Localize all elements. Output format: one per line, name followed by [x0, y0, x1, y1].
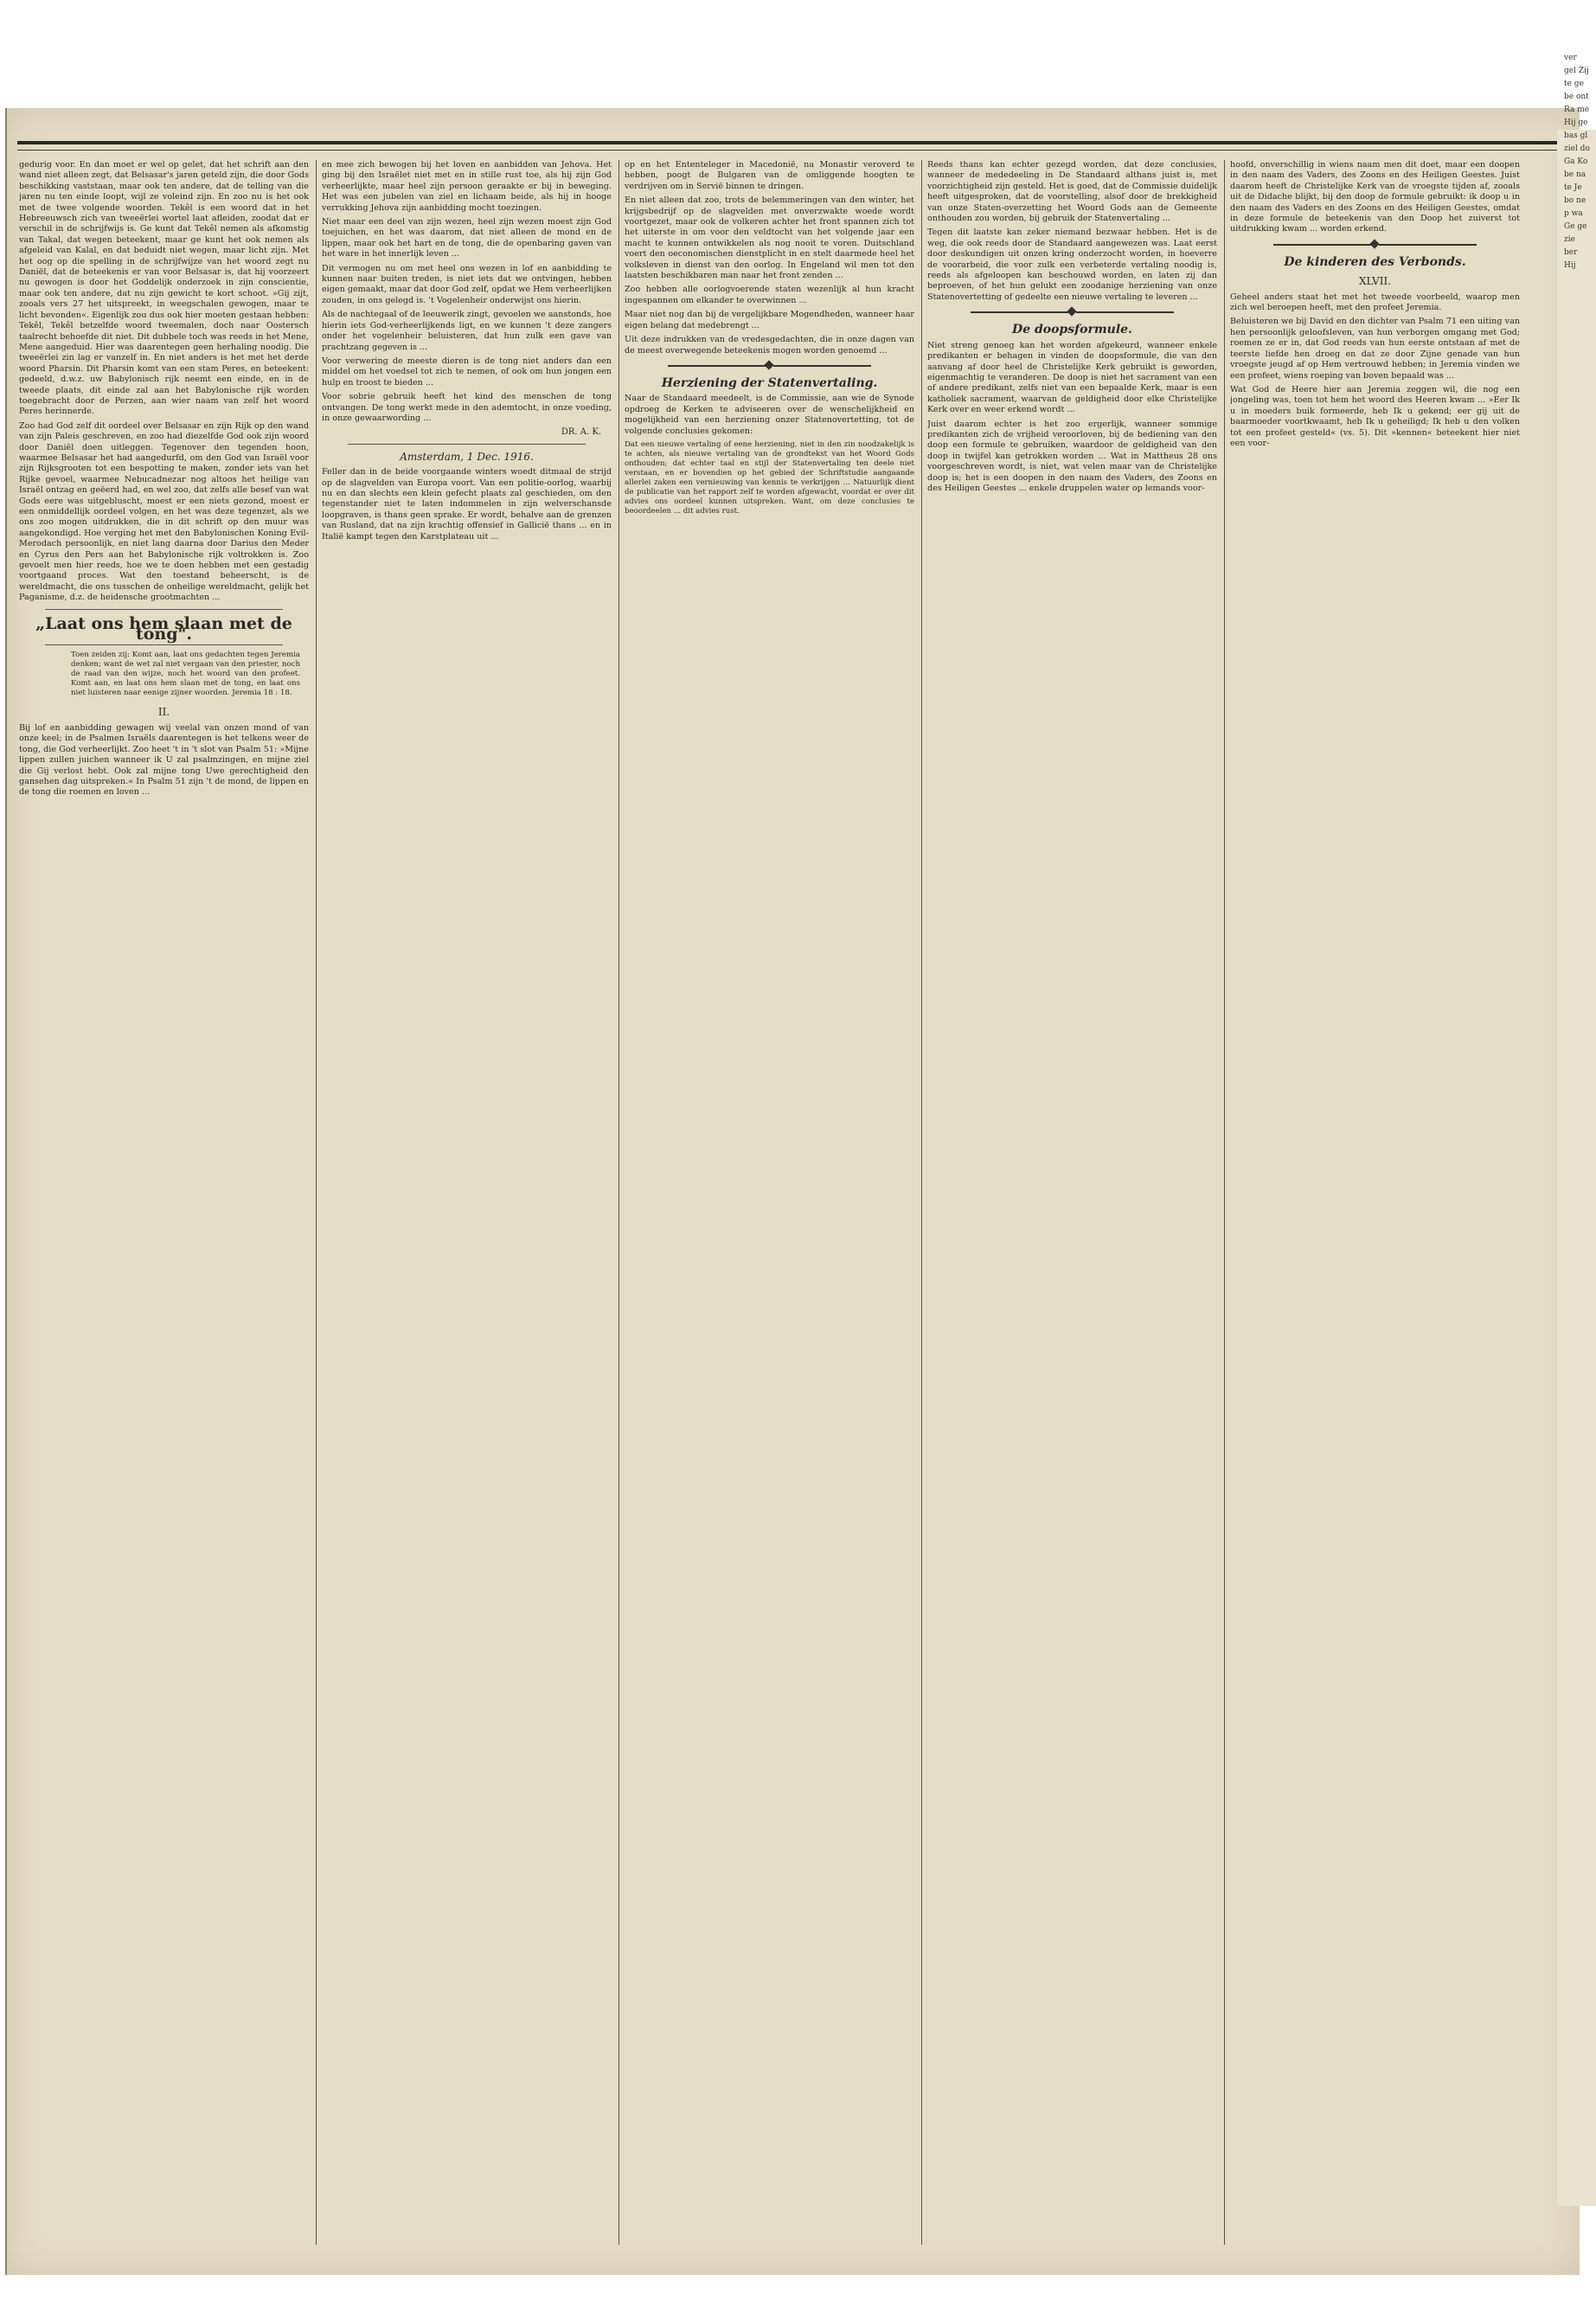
col5-paragraph-1: hoofd, onverschillig in wiens naam men dit doet, maar een doopen in den naam des Vaders, des Zoons en des Heiligen Geestes. Juist daarom heeft de Christelijke Kerk van de vroegste tijden af, zooals uit de Didache blijkt, bij den doop de formule gebruikt: ik doop u in den naam des Vaders en des Zoons en des Heiligen Geestes, omdat in deze formule de beteekenis van den Doop het zuiverst tot uitdrukking kwam ... worden erkend.: [1230, 160, 1520, 234]
top-rule: [17, 141, 1566, 144]
signature: DR. A. K.: [561, 427, 601, 438]
col3-paragraph-7: Dat een nieuwe vertaling of eene herziening, niet in den zin noodzakelijk is te achten, als nieuwe vertaling van de grondtekst van het Woord Gods onthouden; dat echter taal en stijl der Statenvertaling ten deele niet verstaan, en er bovendien op het gebied der Schriftstudie aangaande allerlei zaken een vernieuwing van kennis te verkrijgen ... Natuurlijk dient de publicatie van het rapport zelf te worden afgewacht, voordat er over dit advies ons oordeel kunnen uitspreken. Want, om deze conclusies te beoordeelen ... dit advies rust.: [625, 439, 914, 516]
col5-paragraph-3: Beluisteren we bij David en den dichter van Psalm 71 een uiting van hen persoonlijk geloofsleven, van hun verborgen omgang met God; roemen ze er in, dat God reeds van hun eerste ontstaan af met de teerste liefde hen droeg en dat ze door Zijne genade van hun vroegste jeugd af op Hem vertrouwd hebben; in Jeremia vinden we een profeet, wiens roeping van boven bepaald was ...: [1230, 317, 1520, 381]
section-heading: Herziening der Statenvertaling.: [661, 375, 878, 390]
col2-paragraph-3: Dit vermogen nu om met heel ons wezen in lof en aanbidding te kunnen naar buiten treden, is niet iets dat we ontvingen, hebben eigen gemaakt, maar dat door God zelf, opdat we Hem verheerlijken zouden, in ons gelegd is. 't Vogelenheir onderwijst ons hierin.: [322, 263, 612, 305]
ornament-divider: [1273, 240, 1477, 248]
col2-paragraph-1: en mee zich bewogen bij het loven en aanbidden van Jehova. Het ging bij den Israëlet niet met en in stille rust toe, als hij zijn God verheerlijkte, maar heel zijn persoon geraakte er bij in beweging. Het was een jubelen van ziel en lichaam beide, als hij in hooge verrukking Jehova zijn aanbidding mocht toezingen.: [322, 160, 612, 213]
col5-paragraph-2: Geheel anders staat het met het tweede voorbeeld, waarop men zich wel beroepen heeft, met den profeet Jeremia.: [1230, 292, 1520, 313]
divider: [348, 444, 586, 445]
col1-paragraph-2: Zoo had God zelf dit oordeel over Belsasar en zijn Rijk op den wand van zijn Paleis geschreven, en zoo had diezelfde God ook zijn woord door Daniël doen uitleggen. Tegenover den tegenden hoon, waarmee Belsasar het had aangedurfd, om den God van Israël voor zijn Rijksgrooten tot een bespotting te maken, zonder iets van het Rijke gevoel, waarmee Nebucadnezar nog altoos het heilige van Israël ontzag en geëerd had, en wel zoo, dat zelfs alle besef van wat Gods eere was uitgebluscht, moest er een niets gezond, moest er een onmiddellijk oordeel volgen, en het was deze tegenzet, als we ons zoo mogen uitdrukken, die in dit schrift op den muur was aangekondigd. Hoe verging het met den Babylonischen Koning Evil-Merodach persoonlijk, en niet lang daarna door Darius den Meder en Cyrus den Pers aan het Babylonische rijk voltrokken is. Zoo gevoelt men hier reeds, hoe we te doen hebben met een gestadig voortgaand proces. Wat den toestand beheerscht, is de wereldmacht, die ons tusschen de onheilige wereldmacht, gelijk het Paganisme, d.z. de heidensche grootmachten ...: [19, 420, 309, 603]
divider: [45, 644, 283, 645]
col2-paragraph-2: Niet maar een deel van zijn wezen, heel zijn wezen moest zijn God toejuichen, en het was daarom, dat niet alleen de mond en de lippen, maar ook het hart en de tong, die de openbaring gaven van het ware in het innerlijk leven ...: [322, 217, 612, 260]
col2-paragraph-7: Feller dan in de beide voorgaande winters woedt ditmaal de strijd op de slagvelden van Europa voort. Van een politie-oorlog, waarbij nu en dan slechts een klein gefecht plaats zal geschieden, om den tegenstander niet te laten indommelen in zijn welverschansde loopgraven, is thans geen sprake. Er wordt, behalve aan de grenzen van Rusland, dat na zijn krachtig offensief in Gallicië thans ... en in Italië kampt tegen den Karstplateau uit ...: [322, 467, 612, 542]
column-3: [625, 160, 914, 2245]
column-2: [322, 160, 612, 2245]
col2-paragraph-6: Voor sobrie gebruik heeft het kind des menschen de tong ontvangen. De tong werkt mede in den ademtocht, in onze voeding, in onze gewaarwording ...: [322, 392, 612, 423]
ornament-divider: [971, 308, 1174, 316]
col4-paragraph-1: Reeds thans kan echter gezegd worden, dat deze conclusies, wanneer de mededeeling in De Standaard althans juist is, met voorzichtigheid zijn gesteld. Het is goed, dat de Commissie duidelijk heeft uitgesproken, dat de voorstelling, alsof door de brekkigheid van onze Staten-overzetting het Woord Gods aan de Gemeente onthouden zou worden, bij gebruik der Statenvertaling ...: [927, 160, 1217, 224]
adjacent-page-text: ver gel Zij te ge be ont Ra me Hij ge bas gl ziel do Ga Ko be na te Je bo ne p wa Ge ge zie ber Hij: [1564, 54, 1590, 270]
col1-paragraph-1: gedurig voor. En dan moet er wel op gelet, dat het schrift aan den wand niet alleen zegt, dat Belsasar's jaren geteld zijn, die door Gods beschikking vaststaan, maar ook ten andere, dat de telling van die jaren nu ten einde loopt, wijl ze voleind zijn. En zoo nu is het ook met de twee volgende woorden. Tekêl is een woord dat in het Hebreeuwsch zich van tweeërlei wortel laat afleiden, zoodat dat er verschil in de schrijfwijs is. Ge kunt dat Tekêl nemen als afkomstig van Takal, dat wegen beteekent, maar ge kunt het ook nemen als afgeleid van Kalal, en dat beduidt niet wegen, maar licht zijn. Met het oog op die spelling in de schrijfwijze van het woord zegt nu Daniël, dat de beteekenis er van voor Belsasar is, dat hij voorzeert nu gewogen is door het Goddelijk onderzoek in zijn conscientie, maar ook ten andere, dat nu zijn gewicht te kort schoot. »Gij zijt, zooals vers 27 het uitspreekt, in weegschalen gewogen, maar te licht bevonden«. Eigenlijk zou dus ook hier moeten gestaan hebben: Tekêl, Tekêl betzelfde woord tweemalen, doch naar Oostersch taalrecht behoefde dit niet. Dit dubbele toch was reeds in het Mene, Mene aangeduid. Hier was daarentegen geen herhaling noodig. Die tweeërlei zin lag er vanzelf in. En niet anders is het met het derde woord Pharsin. Dit Pharsin komt van een stam Peres, en beteekent: gedeeld, d.w.z. uw Babylonisch rijk neemt een einde, en in de tweede plaats, dit einde zal aan het Babylonische rijk worden toegebracht door de Perzen, aan wier naam van zelf het woord Peres herinnerde.: [19, 160, 309, 417]
col2-paragraph-4: Als de nachtegaal of de leeuwerik zingt, gevoelen we aanstonds, hoe hierin iets God-verheerlijkends ligt, en we kunnen 't deze zangers onder het vogelenheir beluisteren, dat hun zulk een gave van prachtzang gegeven is ...: [322, 310, 612, 352]
col1-paragraph-3: Bij lof en aanbidding gewagen wij veelal van onzen mond of van onze keel; in de Psalmen Israëls daarentegen is het telkens weer de tong, die God verheerlijkt. Zoo heet 't in 't slot van Psalm 51: »Mijne lippen zullen juichen wanneer ik U zal psalmzingen, en mijne ziel die Gij verlost hebt. Ook zal mijne tong Uwe gerechtigheid den gansehen dag uitspreken.« In Psalm 51 zijn 't de mond, de lippen en de tong die roemen en loven ...: [19, 722, 309, 798]
newspaper-page: [5, 108, 1580, 2275]
col5-paragraph-4: Wat God de Heere hier aan Jeremia zeggen wil, die nog een jongeling was, toen tot hem het woord des Heeren kwam ... »Eer Ik u in moeders buik formeerde, heb Ik u gekend; eer gij uit de baarmoeder voortkwaamt, heb Ik u geheiligd; Ik heb u den volken tot een profeet gesteld« (vs. 5). Dit »kennen« beteekent hier niet een voor-: [1230, 384, 1520, 448]
col3-paragraph-1: op en het Ententeleger in Macedonië, na Monastir veroverd te hebben, poogt de Bulgaren van de omliggende hoogten te verdrijven om in Servië binnen te dringen.: [625, 160, 914, 191]
col3-paragraph-3: Zoo hebben alle oorlogvoerende staten wezenlijk al hun kracht ingespannen om elkander te overwinnen ...: [625, 285, 914, 305]
section-number: XLVII.: [1358, 275, 1392, 288]
column-separator: [921, 160, 922, 2245]
section-number: II.: [157, 706, 170, 719]
section-heading: De doopsformule.: [1012, 323, 1132, 337]
divider: [45, 609, 283, 610]
col3-paragraph-6: Naar de Standaard meedeelt, is de Commissie, aan wie de Synode opdroeg de Kerken te adviseeren over de wenschelijkheid en mogelijkheid van een herziening onzer Statenovertetting, tot de volgende conclusies gekomen:: [625, 394, 914, 436]
section-heading: De kinderen des Verbonds.: [1284, 254, 1466, 269]
col2-paragraph-5: Voor verwering de meeste dieren is de tong niet anders dan een middel om het voedsel tot zich te nemen, of ook om hun jongen een hulp en troost te bieden ...: [322, 356, 612, 388]
column-separator: [1224, 160, 1225, 2245]
column-separator: [316, 160, 317, 2245]
article-heading: „Laat ons hem slaan met de tong".: [35, 613, 292, 644]
ornament-divider: [668, 362, 871, 369]
col4-paragraph-4: Juist daarom echter is het zoo ergerlijk, wanneer sommige predikanten zich de vrijheid veroorloven, bij de bediening van den doop een formule te gebruiken, waardoor de geldigheid van den doop in twijfel kan getrokken worden ... Wat in Mattheus 28 ons voorgeschreven wordt, is niet, wat velen maar van de Christelijke doop is; het is een doopen in den naam des Vaders, des Zoons en des Heiligen Geestes ... enkele druppelen water op lemands voor-: [927, 419, 1217, 493]
column-5: [1230, 160, 1520, 2245]
column-1: [19, 160, 309, 2245]
top-rule-thin: [17, 150, 1566, 151]
col3-paragraph-4: Maar niet nog dan bij de vergelijkbare Mogendheden, wanneer haar eigen belang dat medebrengt ...: [625, 310, 914, 330]
col3-paragraph-5: Uit deze indrukken van de vredesgedachten, die in onze dagen van de meest overwegende beteekenis mogen worden genoemd ...: [625, 335, 914, 356]
col3-paragraph-2: En niet alleen dat zoo, trots de belemmeringen van den winter, het krijgsbedrijf op de slagvelden met onverzwakte woede wordt voortgezet, maar ook de volkeren achter het front spannen zich tot het uiterste in om voor den veldtocht van het volgende jaar een macht te kunnen ontwikkelen als nog nooit te voren. Duitschland voert den oeconomischen dienstplicht in en stelt daarmede heel het volksleven in dienst van den oorlog. In Engeland wil men tot den laatsten beschikbaren man naar het front zenden ...: [625, 195, 914, 281]
column-4: [927, 160, 1217, 2245]
dateline: Amsterdam, 1 Dec. 1916.: [400, 450, 534, 463]
epigraph-verse: Toen zeiden zij: Komt aan, laat ons gedachten tegen Jeremia denken; want de wet zal niet vergaan van den priester, noch de raad van den wijze, noch het woord van den profeet. Komt aan, en laat ons hem slaan met de tong, en laat ons niet luisteren naar eenige zijner woorden. Jeremia 18 : 18.: [71, 651, 300, 698]
col4-paragraph-3: Niet streng genoeg kan het worden afgekeurd, wanneer enkele predikanten er behagen in vinden de doopsformule, die van den aanvang af door heel de Christelijke Kerk gebruikt is geworden, eigenmachtig te veranderen. De doop is niet het sacrament van een of andere predikant, zelfs niet van een bepaalde Kerk, maar is een katholiek sacrament, waarvan de geldigheid door elke Christelijke Kerk over en weer erkend wordt ...: [927, 340, 1217, 415]
col4-paragraph-2: Tegen dit laatste kan zeker niemand bezwaar hebben. Het is de weg, die ook reeds door de Standaard aangewezen was. Laat eerst door deskundigen uit onzen kring onderzocht worden, in hoeverre de voorarbeid, die voor zulk een verbeterde vertaling noodig is, reeds als afgeloopen kan beschouwd worden, en laten zij dan beproeven, of het hun gelukt een zoodanige herziening van onze Statenovertetting of gedeelte een nieuwe vertaling te leveren ...: [927, 228, 1217, 302]
